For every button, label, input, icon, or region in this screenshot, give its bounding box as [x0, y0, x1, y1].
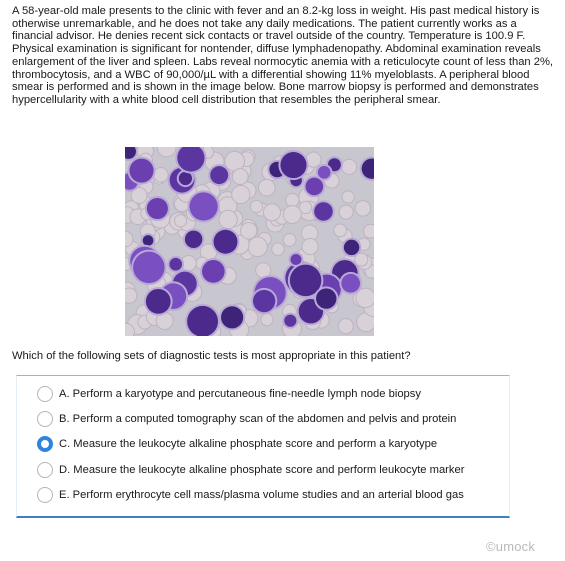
white-blood-cell-nucleus	[341, 274, 360, 293]
red-blood-cell	[174, 215, 186, 227]
white-blood-cell-nucleus	[316, 288, 336, 308]
red-blood-cell	[250, 200, 262, 212]
red-blood-cell	[334, 224, 347, 237]
red-blood-cell	[283, 206, 301, 224]
option-b[interactable]	[17, 407, 509, 431]
watermark: ©umock	[486, 539, 536, 554]
white-blood-cell-nucleus	[280, 152, 306, 178]
option-a-label: A. Perform a karyotype and percutaneous fine-needle lymph node biopsy	[59, 388, 421, 400]
red-blood-cell	[272, 243, 284, 255]
white-blood-cell-nucleus	[344, 240, 359, 255]
red-blood-cell	[299, 201, 311, 213]
red-blood-cell	[283, 233, 296, 246]
answer-choices	[16, 375, 510, 518]
option-d[interactable]	[17, 458, 509, 482]
white-blood-cell-nucleus	[146, 289, 171, 314]
white-blood-cell-nucleus	[130, 159, 154, 183]
option-b-label: B. Perform a computed tomography scan of the abdomen and pelvis and protein	[59, 413, 457, 425]
white-blood-cell-nucleus	[210, 166, 228, 184]
red-blood-cell	[261, 314, 273, 326]
white-blood-cell-nucleus	[253, 290, 275, 312]
question-stem: A 58-year-old male presents to the clinic with fever and an 8.2-kg loss in weight. His past medical history is otherwise unremarkable, and he does not take any daily medications. The patient currently works as a financial advisor. He denies recent sick contacts or travel outside of the country. Temperature is 100.9 F. Physical examination is significant for nontender, diffuse lymphadenopathy. Abdominal examination reveals enlargement of the liver and spleen. Labs reveal normocytic anemia with a reticulocyte count of less than 2%, thrombocytosis, and a WBC of 90,000/µL with a differential showing 11% myeloblasts. A peripheral blood smear is performed and is shown in the image below. Bone marrow biopsy is performed and demonstrates hypercellularity with a white blood cell distribution that resembles the peripheral smear.	[12, 5, 554, 106]
white-blood-cell-nucleus	[214, 230, 238, 254]
white-blood-cell-nucleus	[185, 231, 202, 248]
white-blood-cell-nucleus	[187, 306, 218, 336]
white-blood-cell-nucleus	[306, 178, 324, 196]
option-d-label: D. Measure the leukocyte alkaline phosphate score and perform leukocyte marker	[59, 464, 465, 476]
radio-e[interactable]	[37, 487, 53, 503]
white-blood-cell-nucleus	[133, 252, 164, 283]
radio-a[interactable]	[37, 386, 53, 402]
white-blood-cell-nucleus	[169, 258, 182, 271]
red-blood-cell	[342, 159, 357, 174]
white-blood-cell-nucleus	[202, 260, 225, 283]
red-blood-cell	[258, 179, 275, 196]
white-blood-cell-nucleus	[314, 202, 333, 221]
option-e[interactable]	[17, 483, 509, 507]
red-blood-cell	[286, 193, 299, 206]
option-c-label: C. Measure the leukocyte alkaline phosphate score and perform a karyotype	[59, 438, 438, 450]
red-blood-cell	[248, 237, 268, 257]
red-blood-cell	[338, 319, 353, 334]
red-blood-cell	[355, 201, 371, 217]
red-blood-cell	[232, 169, 248, 185]
red-blood-cell	[342, 191, 354, 203]
option-a[interactable]	[17, 382, 509, 406]
red-blood-cell	[232, 185, 250, 203]
red-blood-cell	[363, 224, 374, 238]
white-blood-cell-nucleus	[143, 235, 154, 246]
red-blood-cell	[154, 167, 169, 182]
red-blood-cell	[241, 223, 257, 239]
option-e-label: E. Perform erythrocyte cell mass/plasma volume studies and an arterial blood gas	[59, 489, 464, 501]
white-blood-cell-nucleus	[190, 192, 218, 220]
white-blood-cell-nucleus	[179, 172, 192, 185]
red-blood-cell	[219, 210, 237, 228]
radio-b[interactable]	[37, 411, 53, 427]
white-blood-cell-nucleus	[147, 198, 168, 219]
white-blood-cell-nucleus	[284, 315, 296, 327]
red-blood-cell	[302, 239, 318, 255]
red-blood-cell	[339, 205, 353, 219]
white-blood-cell-nucleus	[290, 254, 301, 265]
radio-c[interactable]	[37, 436, 53, 452]
blood-smear-illustration	[125, 147, 374, 336]
red-blood-cell	[125, 288, 137, 303]
blood-smear-image	[125, 147, 374, 336]
radio-d[interactable]	[37, 462, 53, 478]
white-blood-cell-nucleus	[221, 306, 243, 328]
option-c[interactable]	[17, 432, 509, 456]
white-blood-cell-nucleus	[318, 166, 331, 179]
red-blood-cell	[263, 204, 280, 221]
question-prompt: Which of the following sets of diagnostic tests is most appropriate in this patient?	[12, 350, 411, 362]
red-blood-cell	[225, 151, 245, 171]
